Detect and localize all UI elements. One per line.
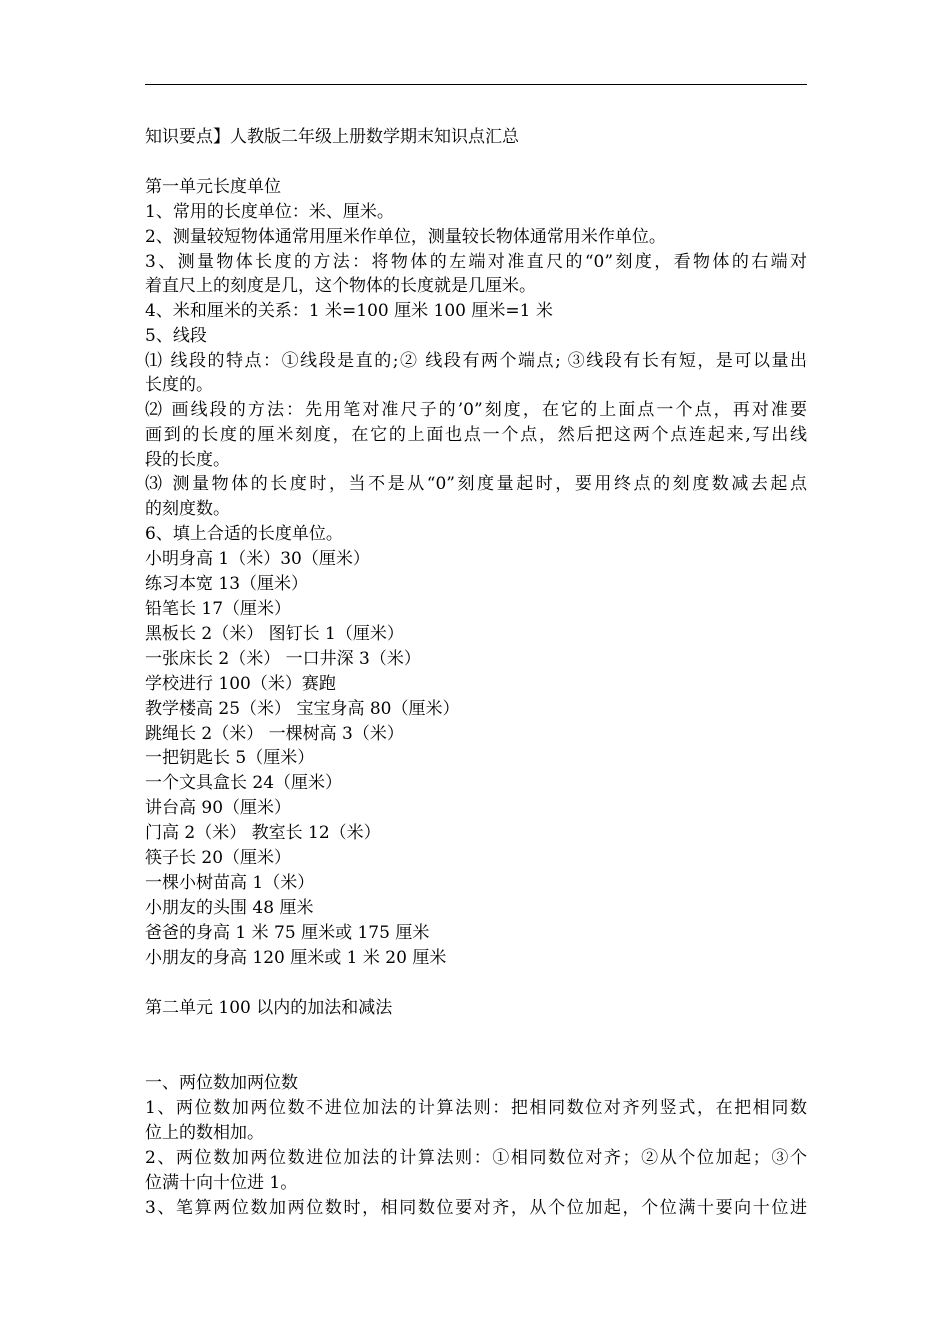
unit1-heading: 第一单元长度单位: [145, 177, 281, 197]
example-line: 一把钥匙长 5（厘米）: [145, 748, 315, 768]
paragraph: 3、笔算两位数加两位数时，相同数位要对齐，从个位加起，个位满十要向十位进: [145, 1198, 807, 1218]
paragraph: ⑶ 测量物体的长度时，当不是从“0”刻度量起时，要用终点的刻度数减去起点: [145, 474, 807, 494]
example-line: 铅笔长 17（厘米）: [145, 599, 292, 619]
example-line: 小朋友的身高 120 厘米或 1 米 20 厘米: [145, 948, 447, 968]
paragraph: 位上的数相加。: [145, 1123, 264, 1143]
unit2-subheading: 一、两位数加两位数: [145, 1073, 298, 1093]
example-line: 爸爸的身高 1 米 75 厘米或 175 厘米: [145, 923, 430, 943]
paragraph: ⑵ 画线段的方法：先用笔对准尺子的’0”刻度，在它的上面点一个点，再对准要: [145, 400, 807, 420]
example-line: 讲台高 90（厘米）: [145, 798, 292, 818]
header-rule: [145, 84, 807, 85]
paragraph: 5、线段: [145, 326, 207, 346]
unit2-heading: 第二单元 100 以内的加法和减法: [145, 998, 393, 1018]
paragraph: 的刻度数。: [145, 499, 230, 519]
example-line: 学校进行 100（米）赛跑: [145, 674, 336, 694]
paragraph: 着直尺上的刻度是几，这个物体的长度就是几厘米。: [145, 276, 536, 296]
paragraph: 段的长度。: [145, 450, 230, 470]
paragraph: 2、两位数加两位数进位加法的计算法则：①相同数位对齐；②从个位加起；③个: [145, 1148, 807, 1168]
paragraph: 画到的长度的厘米刻度，在它的上面也点一个点，然后把这两个点连起来,写出线: [145, 425, 807, 445]
example-line: 一棵小树苗高 1（米）: [145, 873, 315, 893]
example-line: 教学楼高 25（米） 宝宝身高 80（厘米）: [145, 699, 460, 719]
paragraph: ⑴ 线段的特点：①线段是直的;② 线段有两个端点; ③线段有长有短，是可以量出: [145, 351, 807, 371]
example-line: 一张床长 2（米） 一口井深 3（米）: [145, 649, 421, 669]
example-line: 小朋友的头围 48 厘米: [145, 898, 314, 918]
example-line: 黑板长 2（米） 图钉长 1（厘米）: [145, 624, 404, 644]
paragraph: 3、测量物体长度的方法：将物体的左端对准直尺的“0”刻度，看物体的右端对: [145, 252, 807, 272]
example-line: 练习本宽 13（厘米）: [145, 574, 309, 594]
paragraph: 位满十向十位进 1。: [145, 1173, 298, 1193]
example-line: 小明身高 1（米）30（厘米）: [145, 549, 370, 569]
paragraph: 6、填上合适的长度单位。: [145, 524, 343, 544]
paragraph: 4、米和厘米的关系：1 米=100 厘米 100 厘米=1 米: [145, 301, 553, 321]
example-line: 筷子长 20（厘米）: [145, 848, 292, 868]
document-title: 知识要点】人教版二年级上册数学期末知识点汇总: [145, 127, 519, 147]
example-line: 门高 2（米） 教室长 12（米）: [145, 823, 381, 843]
paragraph: 长度的。: [145, 375, 213, 395]
paragraph: 1、常用的长度单位：米、厘米。: [145, 202, 394, 222]
example-line: 跳绳长 2（米） 一棵树高 3（米）: [145, 724, 404, 744]
paragraph: 1、两位数加两位数不进位加法的计算法则：把相同数位对齐列竖式，在把相同数: [145, 1098, 807, 1118]
example-line: 一个文具盒长 24（厘米）: [145, 773, 343, 793]
paragraph: 2、测量较短物体通常用厘米作单位，测量较长物体通常用米作单位。: [145, 227, 666, 247]
